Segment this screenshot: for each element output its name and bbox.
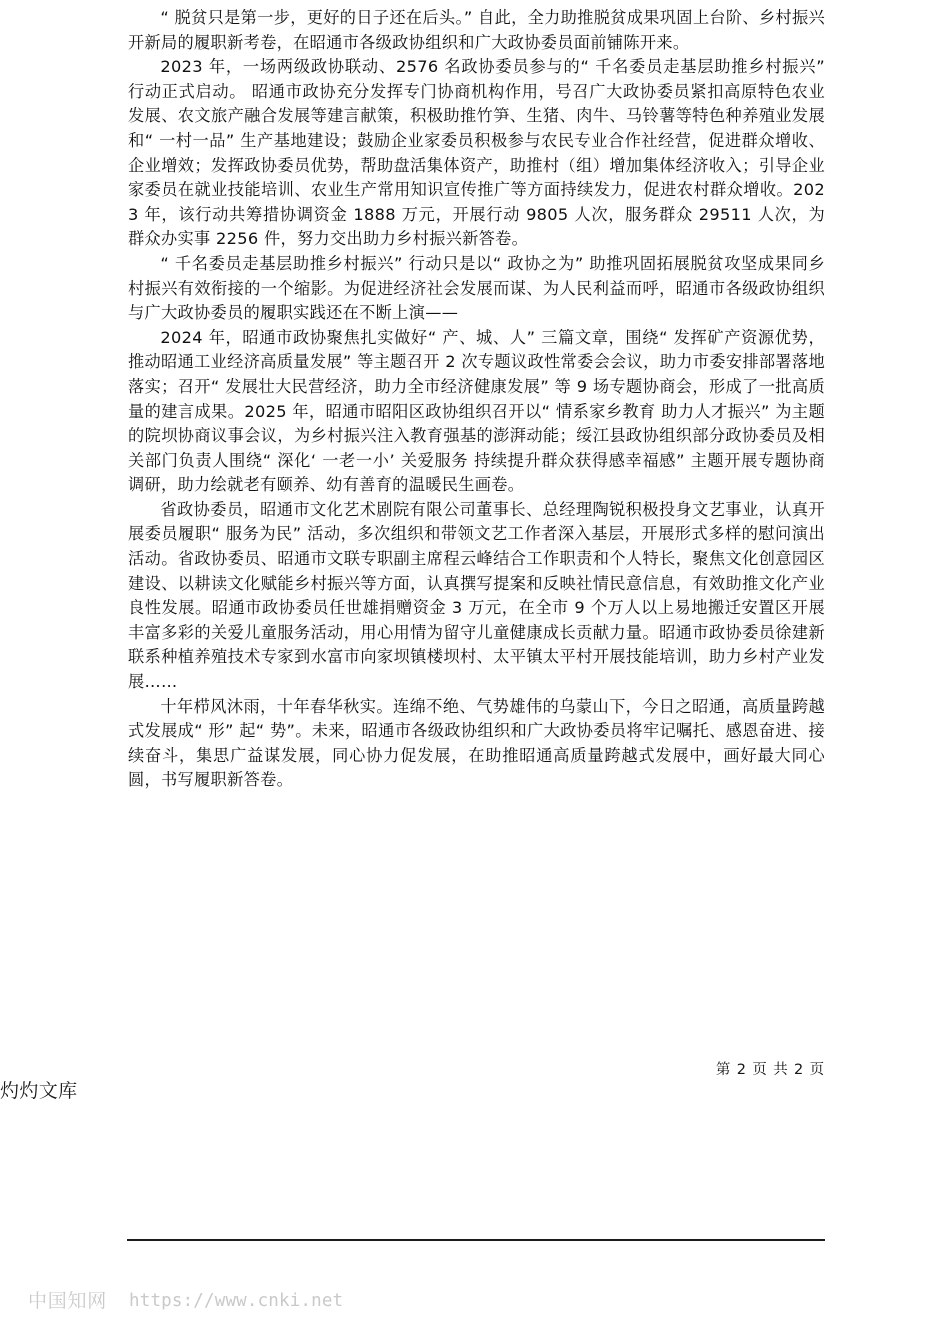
cnki-footer [28,1288,343,1314]
paragraph: “ 千名委员走基层助推乡村振兴” 行动只是以“ 政协之为” 助推巩固拓展脱贫攻坚成果同乡村振兴有效衔接的一个缩影。为促进经济社会发展而谋、为人民利益而呼，昭通市各级政协组织与广大政协委员的履职实践还在不断上演—— [128,253,825,323]
cnki-logo-text: 中国知网 [28,1290,108,1312]
paragraph: 2024 年，昭通市政协聚焦扎实做好“ 产、城、人” 三篇文章，围绕“ 发挥矿产资源优势，推动昭通工业经济高质量发展” 等主题召开 2 次专题议政性常委会会议，助力市委安排部署落地落实；召开“ 发展壮大民营经济，助力全市经济健康发展” 等 9 场专题协商会，形成了一批高质量的建言成果。2025 年，昭通市昭阳区政协组织召开以“ 情系家乡教育 助力人才振兴” 为主题的院坝协商议事会议，为乡村振兴注入教育强基的澎湃动能；绥江县政协组织部分政协委员及相关部门负责人围绕“ 深化‘ 一老一小’ 关爱服务 持续提升群众获得感幸福感” 主题开展专题协商调研，助力绘就老有颐养、幼有善育的温暖民生画卷。 [128,327,825,495]
page-number: 第 2 页 共 2 页 [715,1062,825,1078]
library-watermark: 灼灼文库 [0,1080,78,1102]
document-text-body [128,6,825,793]
footer-divider [127,1239,825,1241]
paragraph: “ 脱贫只是第一步，更好的日子还在后头。” 自此，全力助推脱贫成果巩固上台阶、乡村振兴开新局的履职新考卷，在昭通市各级政协组织和广大政协委员面前铺陈开来。 [128,8,825,52]
cnki-url-link[interactable]: https://www.cnki.net [129,1291,344,1311]
paragraph: 2023 年，一场两级政协联动、2576 名政协委员参与的“ 千名委员走基层助推乡村振兴” 行动正式启动。 昭通市政协充分发挥专门协商机构作用，号召广大政协委员紧扣高原特色农业发展、农文旅产融合发展等建言献策，积极助推竹笋、生猪、肉牛、马铃薯等特色种养殖业发展和“ 一村一品” 生产基地建设；鼓励企业家委员积极参与农民专业合作社经营，促进群众增收、企业增效；发挥政协委员优势，帮助盘活集体资产，助推村（组）增加集体经济收入；引导企业家委员在就业技能培训、农业生产常用知识宣传推广等方面持续发力，促进农村群众增收。2023 年，该行动共筹措协调资金 1888 万元，开展行动 9805 人次，服务群众 29511 人次，为群众办实事 2256 件，努力交出助力乡村振兴新答卷。 [128,57,825,249]
paragraph: 省政协委员，昭通市文化艺术剧院有限公司董事长、总经理陶锐积极投身文艺事业，认真开展委员履职“ 服务为民” 活动，多次组织和带领文艺工作者深入基层，开展形式多样的慰问演出活动。省政协委员、昭通市文联专职副主席程云峰结合工作职责和个人特长，聚焦文化创意园区建设、以耕读文化赋能乡村振兴等方面，认真撰写提案和反映社情民意信息，有效助推文化产业良性发展。昭通市政协委员任世雄捐赠资金 3 万元，在全市 9 个万人以上易地搬迁安置区开展丰富多彩的关爱儿童服务活动，用心用情为留守儿童健康成长贡献力量。昭通市政协委员徐建新联系种植养殖技术专家到水富市向家坝镇楼坝村、太平镇太平村开展技能培训，助力乡村产业发展…… [128,499,825,692]
paragraph: 十年栉风沐雨，十年春华秋实。连绵不绝、气势雄伟的乌蒙山下，今日之昭通，高质量跨越式发展成“ 形” 起“ 势”。未来，昭通市各级政协组织和广大政协委员将牢记嘱托、感恩奋进、接续奋斗，集思广益谋发展，同心协力促发展，在助推昭通高质量跨越式发展中，画好最大同心圆，书写履职新答卷。 [128,696,825,790]
